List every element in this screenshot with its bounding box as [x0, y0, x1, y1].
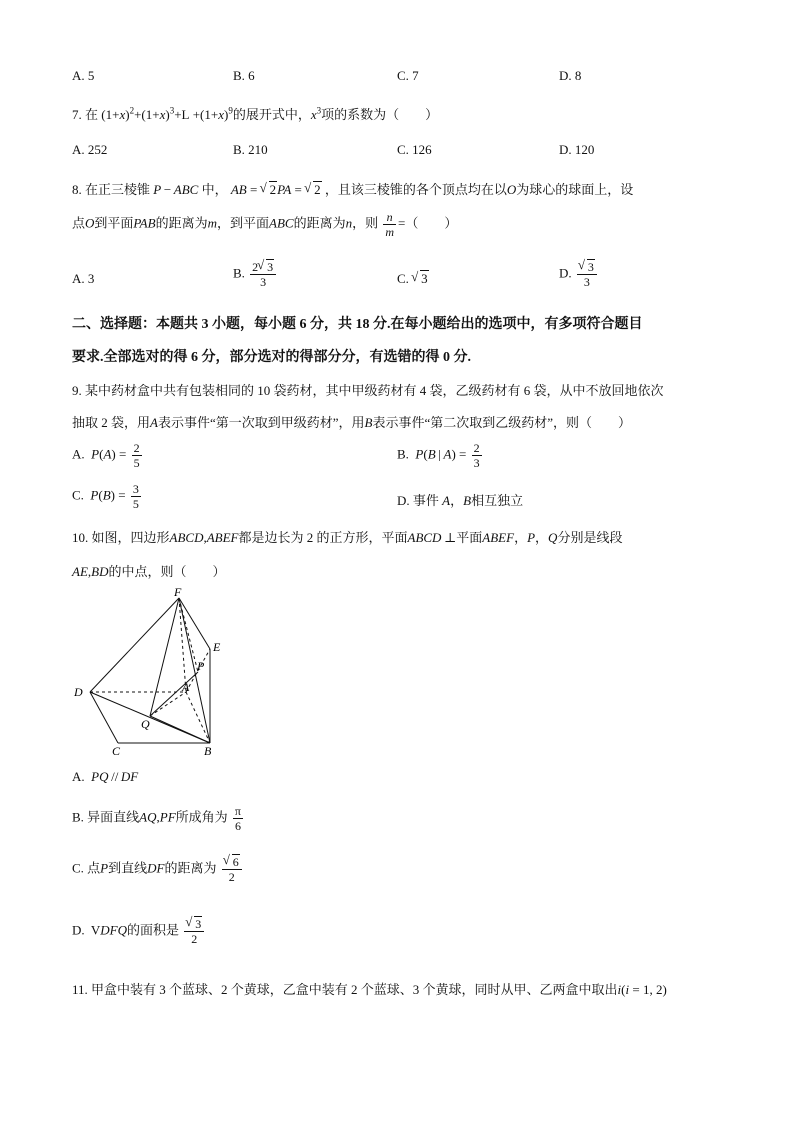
- label-F: F: [174, 588, 182, 599]
- q8-option-d: D. √ $\frac{3}{3}$: [559, 260, 599, 289]
- label-D: D: [74, 685, 83, 699]
- q9-stem-line2: 抽取 2 袋，用A表示事件“第一次取到甲级药材”，用B表示事件“第二次取到乙级药材”，则（ ）: [72, 415, 632, 430]
- edge-FQ: [150, 598, 179, 716]
- label-A: A: [182, 680, 190, 694]
- q7-option-b: B. 210: [233, 142, 268, 157]
- q8-stem-line2: 点O到平面PAB的距离为m，到平面ABC的距离为n，则 $\frac{n}{m}$ =（ ）: [72, 210, 458, 239]
- q6-option-b: B. 6: [233, 68, 255, 83]
- label-B: B: [204, 744, 212, 758]
- q9-option-a: A. P(A) = $\frac{2}{5}$: [72, 441, 140, 470]
- edge-AB: [186, 692, 210, 743]
- edge-QP: [150, 672, 198, 716]
- edge-FE: [179, 598, 210, 649]
- q7-option-a: A. 252: [72, 142, 108, 157]
- q8-option-a: A. 3: [72, 271, 95, 286]
- label-Q: Q: [141, 717, 150, 731]
- edge-DC: [90, 692, 118, 743]
- q8-option-b: B. $\frac{2√ 3}{3}$: [233, 260, 278, 289]
- q9-option-d: D. 事件 A，B相互独立: [397, 493, 524, 508]
- section2-heading-line1: 二、选择题：本题共 3 小题，每小题 6 分，共 18 分.在每小题给出的选项中，有多项符合题目: [72, 317, 643, 332]
- label-C: C: [112, 744, 121, 758]
- q10-option-d: D. VDFQ的面积是 √ $\frac{3}{2}$: [72, 917, 206, 946]
- q6-option-d: D. 8: [559, 68, 582, 83]
- q8-stem-line1: 8. 在正三棱锥 P − ABC 中， AB = √ 2PA = √ 2 ，且该三棱锥的各个顶点均在以O为球心的球面上，设: [72, 179, 633, 198]
- edge-FB: [179, 598, 210, 743]
- q6-option-a: A. 5: [72, 68, 95, 83]
- q10-stem-line1: 10. 如图，四边形ABCD,ABEF都是边长为 2 的正方形，平面ABCD ⊥平面ABEF，P，Q分别是线段: [72, 530, 623, 545]
- label-E: E: [213, 640, 221, 654]
- q7-stem: 7. 在 $(1+x)^2+(1+x)^3+L +(1+x)^9$的展开式中，$x^3$项的系数为（ ）: [72, 105, 439, 122]
- q10-option-b: B. 异面直线AQ,PF所成角为 $\frac{\pi}{6}$: [72, 804, 241, 833]
- section2-heading-line2: 要求.全部选对的得 6 分，部分选对的得部分分，有选错的得 0 分.: [72, 350, 471, 365]
- q9-option-c: C. P(B) = $\frac{3}{5}$: [72, 482, 139, 511]
- q7-option-c: C. 126: [397, 142, 432, 157]
- q6-option-c: C. 7: [397, 68, 419, 83]
- q10-geometry-figure: [70, 588, 240, 760]
- q9-stem-line1: 9. 某中药材盒中共有包装相同的 10 袋药材，其中甲级药材有 4 袋，乙级药材有 6 袋，从中不放回地依次: [72, 383, 664, 398]
- q8-option-c: C. √ 3: [397, 271, 429, 287]
- q10-option-a: A. PQ // DF: [72, 769, 139, 784]
- edge-FD: [90, 598, 179, 692]
- q10-option-c: C. 点P到直线DF的距离为 √ $\frac{6}{2}$: [72, 855, 244, 884]
- label-P: P: [197, 659, 205, 673]
- q9-option-b: B. P(B | A) = $\frac{2}{3}$: [397, 441, 480, 470]
- edge-QB: [150, 716, 210, 743]
- q10-stem-line2: AE,BD的中点，则（ ）: [72, 564, 226, 579]
- q11-stem-line1: 11. 甲盒中装有 3 个蓝球、2 个黄球，乙盒中装有 2 个蓝球、3 个黄球，同时从甲、乙两盒中取出i(i = 1, 2): [72, 982, 667, 997]
- q7-option-d: D. 120: [559, 142, 595, 157]
